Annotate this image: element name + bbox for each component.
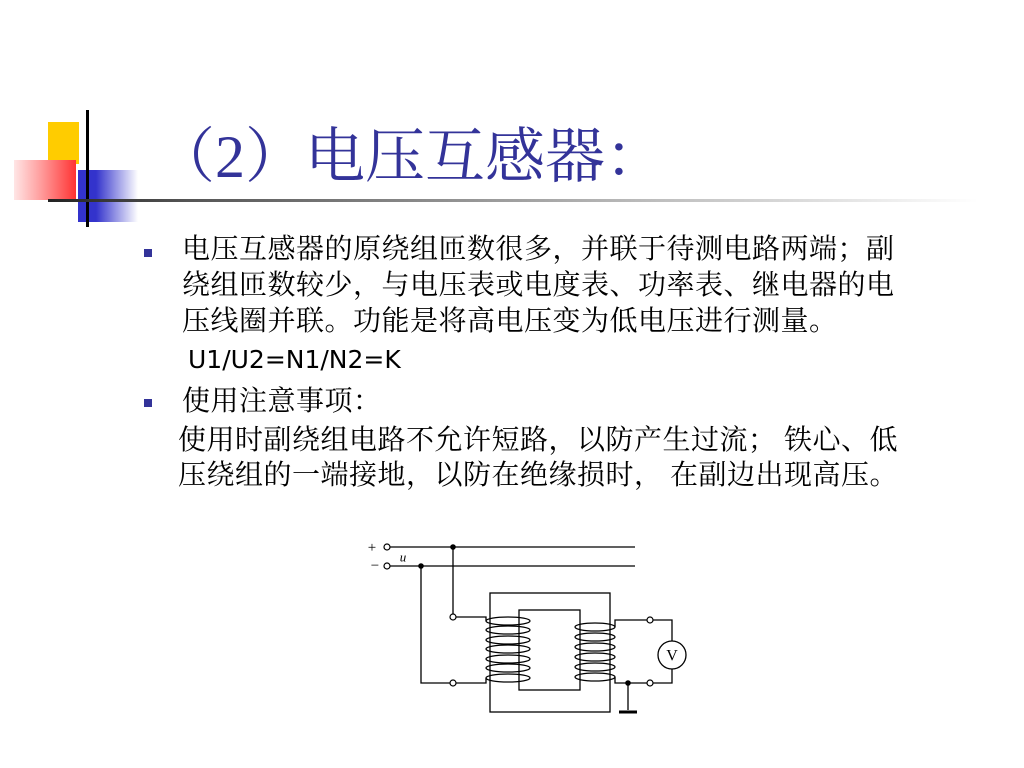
primary-coil-turn xyxy=(486,617,530,625)
plus-label: + xyxy=(367,540,377,556)
body-line: 压绕组的一端接地，以防在绝缘损时， 在副边出现高压。 xyxy=(178,460,899,491)
terminal-minus xyxy=(384,563,390,569)
minus-label: − xyxy=(370,558,380,574)
secondary-terminal-bottom xyxy=(647,680,653,686)
body-line: 压线圈并联。功能是将高电压变为低电压进行测量。 xyxy=(182,306,838,337)
primary-coil-turn xyxy=(486,626,530,634)
meter-wire-bottom xyxy=(653,669,672,683)
primary-coil-turn xyxy=(486,636,530,644)
secondary-coil-turn xyxy=(575,643,615,651)
decor-vertical-line xyxy=(86,110,89,227)
junction-dot xyxy=(418,563,424,569)
voltage-transformer-circuit xyxy=(360,535,690,720)
primary-lead-bottom-vertical xyxy=(421,566,450,683)
secondary-lead-top xyxy=(615,620,647,627)
voltmeter-label: V xyxy=(666,647,678,665)
secondary-coil-turn xyxy=(575,623,615,631)
junction-dot xyxy=(450,544,456,550)
bullet-marker xyxy=(144,399,152,407)
primary-coil-turn xyxy=(486,664,530,672)
primary-lead-bottom xyxy=(456,678,486,683)
voltage-label: u xyxy=(399,549,407,565)
primary-coil-turn xyxy=(486,655,530,663)
ratio-formula: U1/U2=N1/N2=K xyxy=(188,345,401,374)
terminal-plus xyxy=(384,544,390,550)
decor-red-square xyxy=(14,160,76,200)
primary-terminal-top xyxy=(450,614,456,620)
body-line: 绕组匝数较少，与电压表或电度表、功率表、继电器的电 xyxy=(182,270,895,301)
junction-dot xyxy=(625,680,631,686)
decor-yellow-square xyxy=(48,122,79,164)
primary-terminal-bottom xyxy=(450,680,456,686)
secondary-terminal-top xyxy=(647,617,653,623)
secondary-lead-bottom xyxy=(615,677,647,683)
secondary-coil-turn xyxy=(575,663,615,671)
slide-title: （2）电压互感器： xyxy=(155,124,665,190)
bullet-marker xyxy=(144,249,152,257)
primary-coil-turn xyxy=(486,674,530,682)
body-line: 使用注意事项： xyxy=(182,386,382,417)
title-underline xyxy=(48,199,978,202)
primary-lead-top xyxy=(456,617,486,621)
primary-coil-turn xyxy=(486,645,530,653)
body-line: 使用时副绕组电路不允许短路，以防产生过流； 铁心、低 xyxy=(178,425,899,456)
secondary-coil-turn xyxy=(575,633,615,641)
secondary-coil-turn xyxy=(575,653,615,661)
meter-wire-top xyxy=(653,620,672,641)
secondary-coil-turn xyxy=(575,673,615,681)
body-line: 电压互感器的原绕组匝数很多，并联于待测电路两端；副 xyxy=(182,234,895,265)
